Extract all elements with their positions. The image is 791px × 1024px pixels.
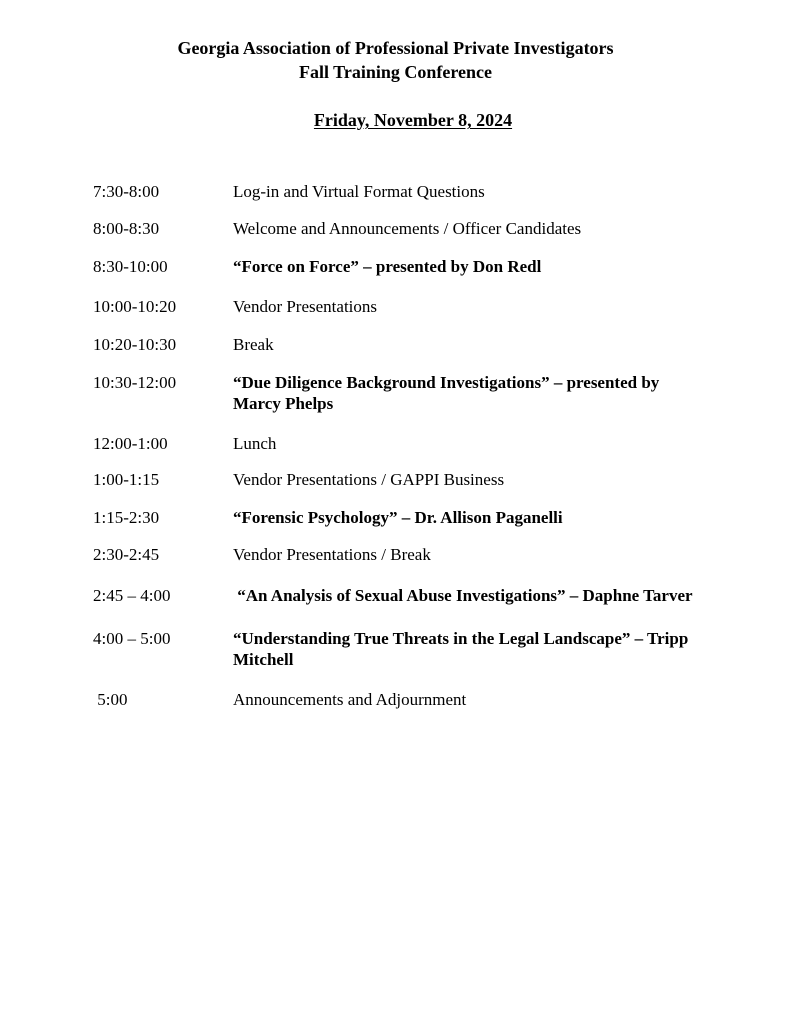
schedule-description: Vendor Presentations bbox=[233, 297, 378, 316]
schedule-time: 8:30-10:00 bbox=[93, 257, 168, 276]
schedule-time: 7:30-8:00 bbox=[93, 182, 160, 201]
schedule-description: Welcome and Announcements / Officer Candidates bbox=[233, 219, 582, 238]
schedule-session-title: “Force on Force” – presented by Don Redl bbox=[233, 257, 542, 276]
schedule-time: 1:15-2:30 bbox=[93, 508, 160, 527]
organization-title: Georgia Association of Professional Private Investigators bbox=[177, 38, 614, 58]
schedule-description: Vendor Presentations / Break bbox=[233, 545, 431, 564]
event-date bbox=[0, 109, 791, 131]
schedule-time: 2:45 – 4:00 bbox=[93, 586, 171, 605]
schedule-description: Log-in and Virtual Format Questions bbox=[233, 182, 485, 201]
schedule-description: Break bbox=[233, 335, 274, 354]
schedule-session-title: “Forensic Psychology” – Dr. Allison Paganelli bbox=[233, 508, 563, 527]
schedule-time: 10:30-12:00 bbox=[93, 373, 177, 392]
event-title: Fall Training Conference bbox=[299, 62, 492, 82]
schedule-time: 2:30-2:45 bbox=[93, 545, 160, 564]
schedule-description: Lunch bbox=[233, 434, 277, 453]
schedule-description: Announcements and Adjournment bbox=[233, 690, 467, 709]
schedule-time: 1:00-1:15 bbox=[93, 470, 160, 489]
schedule-description: Vendor Presentations / GAPPI Business bbox=[233, 470, 505, 489]
schedule-time: 4:00 – 5:00 bbox=[93, 629, 171, 648]
schedule-time: 8:00-8:30 bbox=[93, 219, 160, 238]
event-date-text: Friday, November 8, 2024 bbox=[313, 110, 513, 130]
schedule-time: 10:20-10:30 bbox=[93, 335, 177, 354]
schedule-session-title: “Understanding True Threats in the Legal Landscape” – Tripp Mitchell bbox=[233, 629, 689, 669]
schedule-session-title: “An Analysis of Sexual Abuse Investigations” – Daphne Tarver bbox=[233, 586, 693, 605]
schedule-session-title: “Due Diligence Background Investigations” – presented by Marcy Phelps bbox=[233, 373, 660, 413]
schedule-time: 10:00-10:20 bbox=[93, 297, 177, 316]
schedule-time: 12:00-1:00 bbox=[93, 434, 168, 453]
schedule-time: 5:00 bbox=[93, 690, 128, 709]
